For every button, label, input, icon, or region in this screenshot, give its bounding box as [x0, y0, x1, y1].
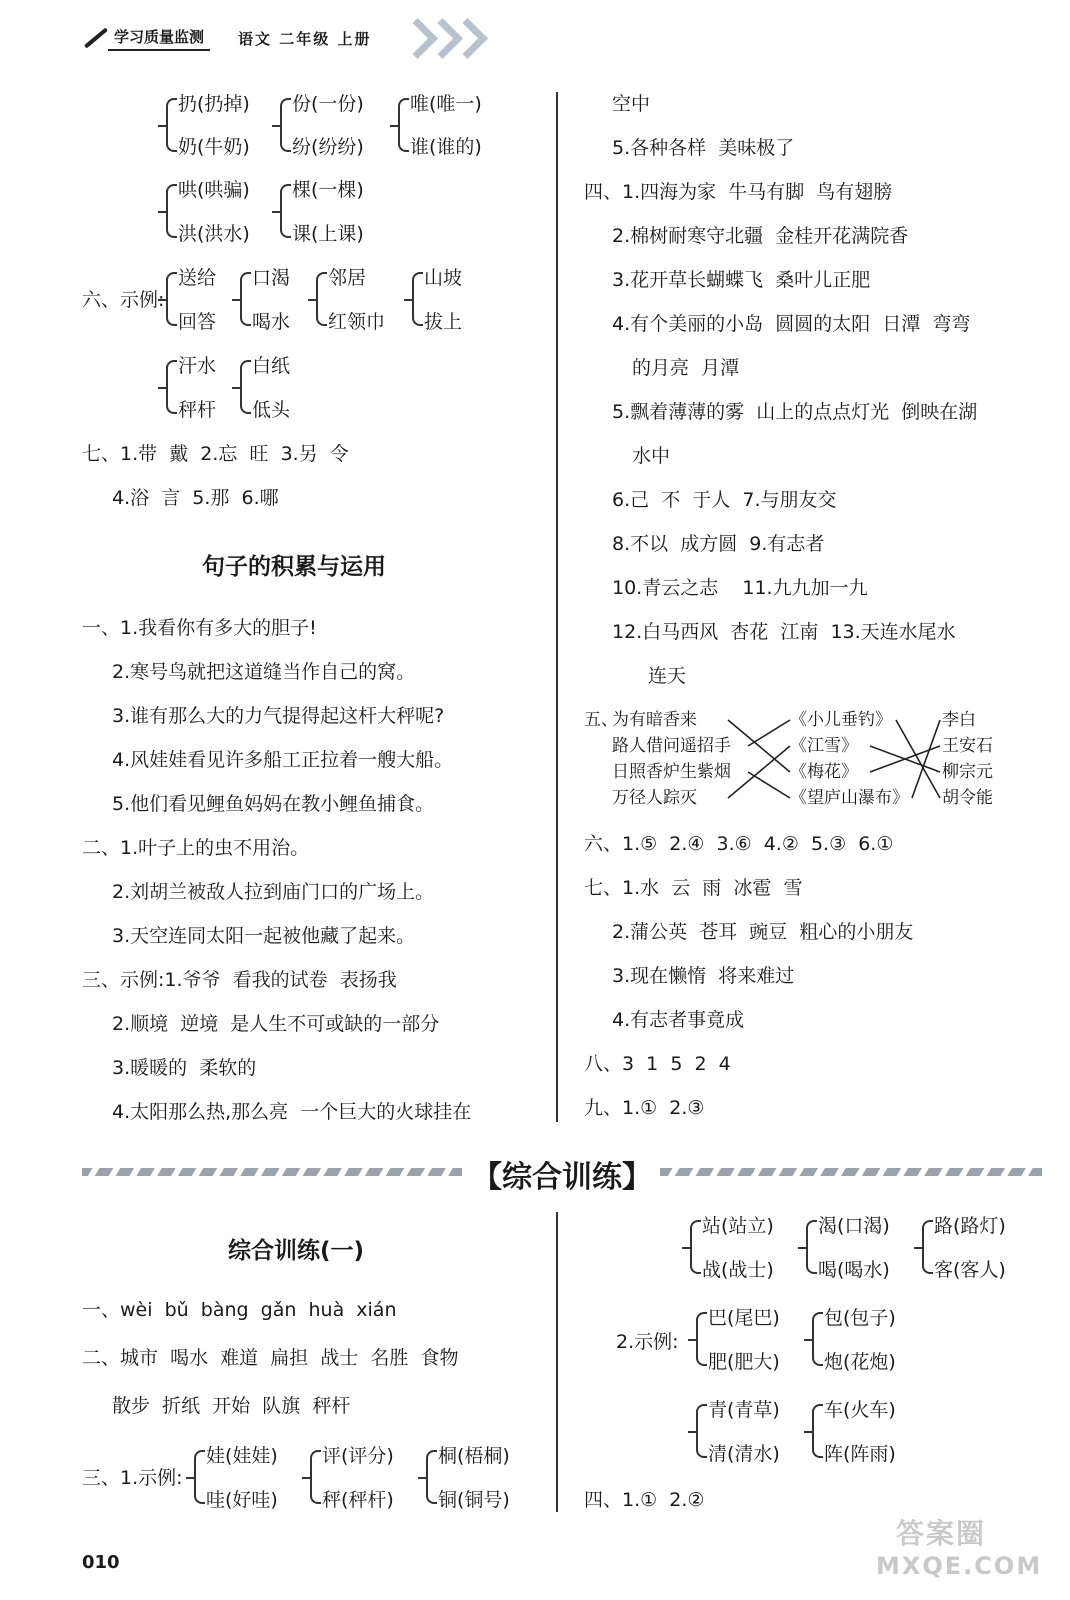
answer-line: 空中 — [612, 93, 651, 115]
answer-line: 4.太阳那么热,那么亮 一个巨大的火球挂在 — [112, 1101, 472, 1123]
word-pair: 桐(梧桐) — [438, 1445, 510, 1467]
word-pair: 汗水 — [178, 355, 217, 377]
answer-line: 4.浴 言 5.那 6.哪 — [112, 487, 279, 509]
match-mid: 《小儿垂钓》 — [790, 710, 892, 730]
word-pair: 扔(扔掉) — [178, 93, 250, 115]
word-pair: 洪(洪水) — [178, 223, 250, 245]
word-pair: 青(青草) — [708, 1399, 780, 1421]
question-label: 五、 — [584, 710, 618, 730]
word-pair: 路(路灯) — [934, 1215, 1006, 1237]
brace — [812, 1404, 823, 1458]
word-pair: 巴(尾巴) — [708, 1307, 780, 1329]
match-right: 柳宗元 — [942, 762, 993, 782]
word-pair: 秤(秤杆) — [322, 1489, 394, 1511]
answer-line: 2.棉树耐寒守北疆 金桂开花满院香 — [612, 225, 909, 247]
word-pair: 站(站立) — [702, 1215, 774, 1237]
word-pair: 秤杆 — [178, 399, 217, 421]
word-pair: 谁(谁的) — [410, 136, 482, 158]
question-label: 六、示例: — [82, 289, 165, 311]
section-bar-right — [660, 1168, 1042, 1176]
word-pair: 清(清水) — [708, 1443, 780, 1465]
question-label: 三、1.示例: — [82, 1467, 183, 1489]
word-pair: 低头 — [252, 399, 291, 421]
brace — [194, 1450, 205, 1504]
word-pair: 红领巾 — [328, 311, 386, 333]
answer-line: 二、城市 喝水 难道 扁担 战士 名胜 食物 — [82, 1347, 459, 1369]
word-pair: 哄(哄骗) — [178, 179, 250, 201]
brand-label: 学习质量监测 — [108, 26, 210, 51]
word-pair: 邻居 — [328, 267, 367, 289]
answer-line: 2.顺境 逆境 是人生不可或缺的一部分 — [112, 1013, 440, 1035]
word-pair: 哇(好哇) — [206, 1489, 278, 1511]
answer-line: 8.不以 成方圆 9.有志者 — [612, 533, 825, 555]
answer-line: 2.寒号鸟就把这道缝当作自己的窝。 — [112, 661, 416, 683]
word-pair: 唯(唯一) — [410, 93, 482, 115]
question-label: 2.示例: — [616, 1331, 679, 1353]
brace — [922, 1220, 933, 1274]
watermark-url: MXQE.COM — [876, 1552, 1043, 1580]
answer-line: 的月亮 月潭 — [632, 357, 740, 379]
word-pair: 包(包子) — [824, 1307, 896, 1329]
watermark-logo: 答案圈 — [896, 1517, 987, 1550]
match-left: 为有暗香来 — [612, 710, 697, 730]
page-number: 010 — [82, 1552, 120, 1573]
word-pair: 纷(纷纷) — [292, 136, 364, 158]
word-pair: 战(战士) — [702, 1259, 774, 1281]
answer-line: 6.己 不 于人 7.与朋友交 — [612, 489, 837, 511]
answer-line: 3.花开草长蝴蝶飞 桑叶儿正肥 — [612, 269, 871, 291]
answer-line: 七、1.带 戴 2.忘 旺 3.另 令 — [82, 443, 349, 465]
word-pair: 阵(阵雨) — [824, 1443, 896, 1465]
answer-line: 3.天空连同太阳一起被他藏了起来。 — [112, 925, 416, 947]
word-pair: 渴(口渴) — [818, 1215, 890, 1237]
answer-line: 连天 — [648, 665, 687, 687]
match-right: 胡令能 — [942, 788, 993, 808]
word-pair: 拔上 — [424, 311, 463, 333]
brace — [806, 1220, 817, 1274]
match-mid: 《望庐山瀑布》 — [790, 788, 909, 808]
word-pair: 喝(喝水) — [818, 1259, 890, 1281]
word-pair: 铜(铜号) — [438, 1489, 510, 1511]
brace — [696, 1312, 707, 1366]
match-left: 日照香炉生紫烟 — [612, 762, 731, 782]
answer-line: 12.白马西风 杏花 江南 13.天连水尾水 — [612, 621, 956, 643]
brace — [690, 1220, 701, 1274]
match-mid: 《江雪》 — [790, 736, 858, 756]
answer-line: 4.有志者事竟成 — [612, 1009, 745, 1031]
answer-line: 3.谁有那么大的力气提得起这杆大秤呢? — [112, 705, 445, 727]
subject-label: 语文 二年级 上册 — [238, 29, 372, 48]
word-pair: 回答 — [178, 311, 217, 333]
brace — [310, 1450, 321, 1504]
answer-line: 二、1.叶子上的虫不用治。 — [82, 837, 310, 859]
word-pair: 份(一份) — [292, 93, 364, 115]
brace — [426, 1450, 437, 1504]
answer-line: 2.蒲公英 苍耳 豌豆 粗心的小朋友 — [612, 921, 914, 943]
answer-line: 5.飘着薄薄的雾 山上的点点灯光 倒映在湖 — [612, 401, 978, 423]
answer-line: 10.青云之志 11.九九加一九 — [612, 577, 868, 599]
brace — [696, 1404, 707, 1458]
word-pair: 娃(娃娃) — [206, 1445, 278, 1467]
answer-line: 九、1.① 2.③ — [584, 1097, 705, 1119]
answer-line: 5.他们看见鲤鱼妈妈在教小鲤鱼捕食。 — [112, 793, 435, 815]
word-pair: 棵(一棵) — [292, 179, 364, 201]
section-heading: 句子的积累与运用 — [202, 554, 386, 580]
answer-line: 八、3 1 5 2 4 — [584, 1053, 731, 1075]
answer-line: 七、1.水 云 雨 冰雹 雪 — [584, 877, 803, 899]
match-right: 王安石 — [942, 736, 993, 756]
word-pair: 炮(花炮) — [824, 1351, 896, 1373]
word-pair: 送给 — [178, 267, 217, 289]
answer-line: 3.现在懒惰 将来难过 — [612, 965, 795, 987]
answer-line: 水中 — [632, 445, 671, 467]
answer-line: 四、1.① 2.② — [584, 1489, 705, 1511]
word-pair: 喝水 — [252, 311, 291, 333]
answer-line: 4.有个美丽的小岛 圆圆的太阳 日潭 弯弯 — [612, 313, 971, 335]
answer-line: 三、示例:1.爷爷 看我的试卷 表扬我 — [82, 969, 397, 991]
word-pair: 白纸 — [252, 355, 291, 377]
answer-line: 六、1.⑤ 2.④ 3.⑥ 4.② 5.③ 6.① — [584, 833, 894, 855]
answer-line: 3.暖暖的 柔软的 — [112, 1057, 257, 1079]
section-bar-left — [82, 1168, 462, 1176]
answer-line: 4.风娃娃看见许多船工正拉着一艘大船。 — [112, 749, 454, 771]
brace — [812, 1312, 823, 1366]
section-banner-title: 【综合训练】 — [472, 1160, 652, 1195]
word-pair: 肥(肥大) — [708, 1351, 780, 1373]
pinyin-answer: 一、wèi bǔ bàng gǎn huà xián — [82, 1299, 397, 1321]
match-left: 万径人踪灭 — [612, 788, 697, 808]
answer-line: 5.各种各样 美味极了 — [612, 137, 795, 159]
answer-line: 散步 折纸 开始 队旗 秤杆 — [112, 1395, 351, 1417]
match-left: 路人借问遥招手 — [612, 736, 731, 756]
answer-line: 一、1.我看你有多大的胆子! — [82, 617, 317, 639]
answer-line: 2.刘胡兰被敌人拉到庙门口的广场上。 — [112, 881, 435, 903]
match-right: 李白 — [942, 710, 976, 730]
word-pair: 山坡 — [424, 267, 463, 289]
word-pair: 奶(牛奶) — [178, 136, 250, 158]
word-pair: 课(上课) — [292, 223, 364, 245]
word-pair: 口渴 — [252, 267, 291, 289]
word-pair: 评(评分) — [322, 1445, 394, 1467]
answer-line: 四、1.四海为家 牛马有脚 鸟有翅膀 — [584, 181, 893, 203]
word-pair: 客(客人) — [934, 1259, 1006, 1281]
match-mid: 《梅花》 — [790, 762, 858, 782]
sub-heading: 综合训练(一) — [228, 1238, 365, 1264]
word-pair: 车(火车) — [824, 1399, 896, 1421]
